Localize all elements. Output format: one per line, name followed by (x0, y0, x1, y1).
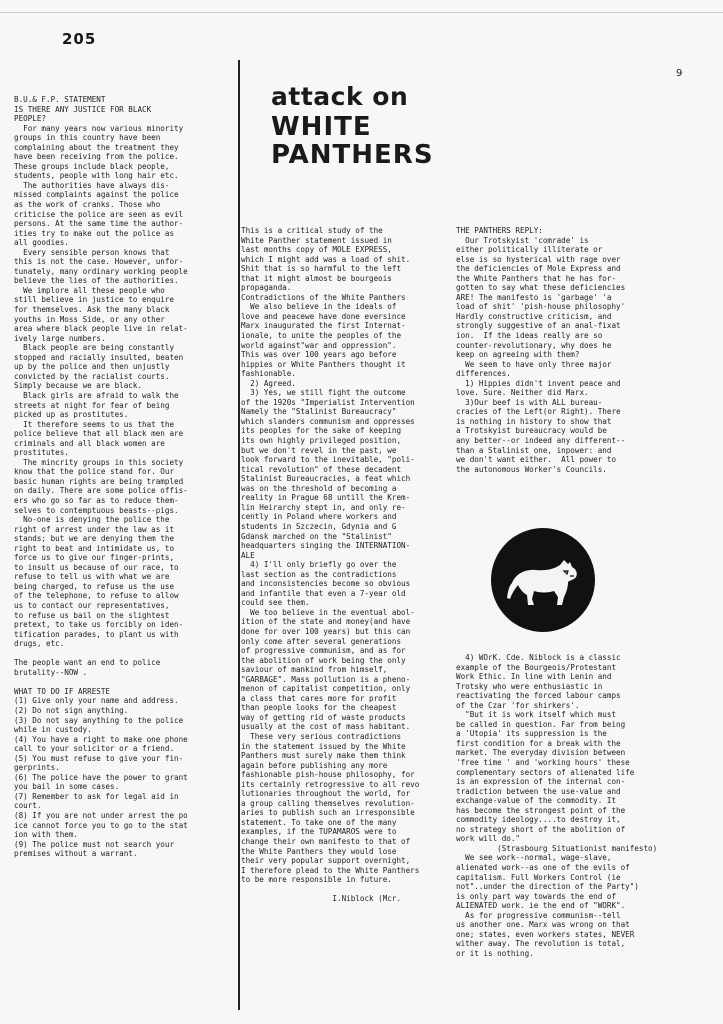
col2-line: the abolition of work being the only (241, 655, 406, 665)
col3b-line: no strategy short of the abolition of (456, 824, 626, 834)
col2-line: students in Szczecin, Gdynia and G (241, 521, 397, 531)
col2-line: and infantile that even a 7-year old (241, 588, 406, 598)
col2-line: done for over 100 years) but this can (241, 626, 411, 636)
col1-line: streets at night for fear of being (14, 400, 170, 410)
col1-line: refuse to tell us with what we are (14, 572, 170, 582)
col1-line: to refuse us bail on the slightest (14, 610, 170, 620)
col1-line: stands; but we are denying them the (14, 534, 175, 544)
page-number-left: 205 (62, 30, 97, 48)
col2-line: was on the threshold of becoming a (241, 483, 397, 493)
col2-line: love and peacewe have done eversince (241, 311, 406, 321)
col2-line: hippies or White Panthers thought it (241, 359, 406, 369)
col2-line: Namely the "Stalinist Bureaucracy" (241, 407, 397, 417)
col3-line: the autonomous Worker's Councils. (456, 464, 607, 474)
col2-line: change their own manifesto to that of (241, 837, 411, 846)
col1-line: police believe that all black men are (14, 429, 184, 439)
col3-line: love. Sure. Neither did Marx. (456, 388, 589, 398)
col1-line: up by the police and then unjustly (14, 362, 170, 372)
col2-line: fashionable. (241, 369, 296, 379)
col2-line: menon of capitalist competition, only (241, 684, 411, 694)
col1-line: It therefore seems to us that the (14, 419, 175, 429)
col2-line: which slanders communism and oppresses (241, 416, 415, 426)
col3b-line: first condition for a break with the (456, 738, 621, 748)
col2-line: but we don't revel in the past, we (241, 445, 397, 455)
col3-line: load of shit' 'pish-house philosophy' (456, 302, 626, 312)
col1-line: all goodies. (14, 238, 69, 248)
col2-line: a class that cares more for profit (241, 693, 397, 703)
col2-line: fashionable pish-house philosophy, for (241, 770, 415, 780)
col1-line: students, people with long hair etc. (14, 171, 179, 181)
col3-line: differences. (456, 369, 511, 379)
col2-line: world against"war and oppression". (241, 340, 397, 350)
col1-line: (6) The police have the power to grant (14, 772, 188, 782)
col1-line (14, 649, 236, 659)
col2-line: the White Panthers they would lose (241, 846, 397, 856)
col1-line: being charged, to refuse us the use (14, 581, 175, 591)
col2-line: 2) Agreed. (241, 378, 296, 388)
col1-line: Every sensible person knows that (14, 247, 170, 257)
col3-line: gotten to say what these deficiencies (456, 283, 626, 293)
col3b-line: work will do." (456, 834, 521, 844)
col2-line: I.Niblock (Mcr. (241, 894, 402, 904)
col2-line: This was over 100 years ago before (241, 350, 397, 360)
col1-line: (5) You must refuse to give your fin- (14, 753, 184, 763)
col1-line: know that the police stand for. Our (14, 467, 175, 477)
headline-panthers: PANTHERS (271, 140, 434, 170)
page-number-right: 9 (676, 68, 683, 79)
col1-line (14, 677, 236, 687)
top-edge-rule (0, 12, 723, 13)
col1-line: youths in Moss Side, or any other (14, 314, 165, 324)
col2-line: lin Heirarchy stept in, and only re- (241, 502, 406, 512)
col2-line: of the 1920s "Imperialist Intervention (241, 397, 415, 407)
col1-line: right of arrest under the law as it (14, 524, 175, 534)
col1-line: pretext, to take us forcibly on iden- (14, 620, 184, 630)
col3-line: the White Panthers that he has for- (456, 273, 617, 283)
col1-line: prostitutes. (14, 448, 69, 458)
col3b-line: Work Ethic. In line with Lenin and (456, 672, 612, 682)
col1-line: gerprints. (14, 763, 60, 773)
col3b-line: capitalism. Full Workers Control (ie (456, 872, 621, 882)
col2-line: examples, if the TUPAMAROS were to (241, 827, 397, 837)
col1-line: (8) If you are not under arrest the po (14, 811, 188, 821)
col3-line: THE PANTHERS REPLY: (456, 226, 543, 235)
col3-line: counter-revolutionary, why does he (456, 340, 612, 350)
panther-emblem-icon (490, 527, 596, 633)
col3b-line: is an expression of the internal con- (456, 777, 626, 787)
col2-line: Contradictions of the White Panthers (241, 292, 406, 302)
col1-line: call to your solicitor or a friend. (14, 744, 175, 754)
column-bufp-statement (14, 95, 236, 859)
col1-line: ion with them. (14, 830, 79, 840)
col3b-line: ALIENATED work. ie the end of "WORK". (456, 901, 626, 911)
col1-line: Black people are being constantly (14, 343, 175, 353)
col3b-line: is only part way towards the end of (456, 891, 617, 901)
col3b-line: a 'Utopia' its suppression is the (456, 729, 607, 739)
col3b-line: "But it is work itself which must (456, 710, 617, 720)
col2-line: Gdansk marched on the "Stalinist" (241, 531, 392, 541)
col3b-line: 4) WOrK. Cde. Niblock is a classic (456, 653, 621, 662)
col3b-line: commodity ideology....to destroy it, (456, 815, 621, 825)
col1-line: PEOPLE? (14, 114, 47, 124)
col3b-line: example of the Bourgeois/Protestant (456, 662, 617, 672)
col1-line: (7) Remember to ask for legal aid in (14, 791, 179, 801)
col3b-line: Trotsky who were enthusiastic in (456, 681, 603, 691)
col1-line: this is not the case. However, unfor- (14, 257, 184, 267)
col1-line: (1) Give only your name and address. (14, 696, 179, 706)
col2-line: to be more responsible in future. (241, 875, 392, 885)
col1-line: us to contact our representatives, (14, 600, 170, 610)
col3-line: cracies of the Left(or Right). There (456, 407, 621, 417)
col3b-line: wither away. The revolution is total, (456, 939, 626, 949)
col2-line: These very serious contradictions (241, 731, 402, 741)
col2-line: last months copy of MOLE EXPRESS, (241, 245, 392, 255)
col2-line: We also believe in the ideals of (241, 302, 397, 312)
col2-line: "GARBAGE". Mass pollution is a pheno- (241, 674, 411, 684)
col1-line: as the work of cranks. Those who (14, 200, 161, 210)
col3-line: 3)Our beef is with ALL bureau- (456, 397, 603, 407)
col2-line (241, 885, 451, 895)
col2-line: I therefore plead to the White Panthers (241, 865, 420, 875)
col3b-line: of the Czar 'for shirkers'. (456, 700, 580, 710)
col1-line: criticise the police are seen as evil (14, 209, 184, 219)
col3b-line: has become the strongest point of the (456, 805, 626, 815)
column-panthers-reply (456, 226, 718, 474)
col3-line: any better--or indeed any different-- (456, 436, 626, 446)
col2-line: usually at the cost of mass habitant. (241, 722, 411, 732)
col3-line: than a Stalinist one, inpower: and (456, 445, 612, 455)
col3-line: the deficiencies of Mole Express and (456, 264, 621, 274)
col2-line: a group calling themselves revolution- (241, 798, 415, 808)
col2-line: saviour of mankind from himself, (241, 665, 388, 675)
col1-line: The mincrity groups in this society (14, 457, 184, 467)
col1-line: believe the lies of the authorities. (14, 276, 179, 286)
col2-line: Marx inaugurated the first Internat- (241, 321, 406, 331)
column-divider-rule (238, 60, 240, 1010)
col1-line: B.U.& F.P. STATEMENT (14, 95, 106, 104)
col3-line: We seem to have only three major (456, 359, 612, 369)
col2-line: than people looks for the cheapest (241, 703, 397, 713)
col2-line: tical revolution" of these decadent (241, 464, 402, 474)
col1-line: have been receiving from the police. (14, 152, 179, 162)
col3-line: Hardly constructive criticism, and (456, 311, 612, 321)
col1-line: complaining about the treatment they (14, 142, 179, 152)
col3-line: strongly suggestive of an anal-fixat (456, 321, 621, 331)
col1-line: persons. At the same time the author- (14, 219, 184, 229)
col2-line: their very popular support overnight, (241, 856, 411, 866)
col3-line: ARE! The manifesto is 'garbage' 'a (456, 292, 612, 302)
col2-line: We too believe in the eventual abol- (241, 607, 415, 617)
col3b-line: 'free time ' and 'working hours' these (456, 758, 630, 768)
headline-white: WHITE (271, 112, 372, 142)
col1-line: Simply because we are black. (14, 381, 143, 391)
col1-line: ice cannot force you to go to the stat (14, 820, 188, 830)
col1-line: court. (14, 801, 42, 811)
col3b-line: exchange-value of the commodity. It (456, 796, 617, 806)
col1-line: picked up as prostitutes. (14, 410, 129, 420)
col3b-line: not"..under the direction of the Party") (456, 882, 639, 892)
col1-line: (4) You have a right to make one phone (14, 734, 188, 744)
col1-line: brutality--NOW . (14, 667, 88, 677)
col1-line: tification parades, to plant us with (14, 629, 179, 639)
col3-line: else is so hysterical with rage over (456, 254, 621, 264)
col1-line: convicted by the racialist courts. (14, 371, 170, 381)
col2-line: statement. To take one of the many (241, 817, 397, 827)
column-work-section (456, 653, 718, 959)
col2-line: could see them. (241, 598, 310, 608)
col2-line: reality in Prague 68 untill the Krem- (241, 493, 411, 503)
col2-line: propaganda. (241, 283, 292, 293)
col1-line: on daily. There are some police offis- (14, 486, 188, 496)
column-critical-study (241, 226, 451, 904)
col3-line: is nothing in history to show that (456, 416, 612, 426)
col2-line: its peoples for the sake of keeping (241, 426, 402, 436)
col1-line: still believe in justice to enquire (14, 295, 175, 305)
col2-line: Stalinist Bureaucracies, a feat which (241, 474, 411, 484)
col2-line: ition of the state and money(and have (241, 617, 411, 627)
col1-line: of the telephone, to refuse to allow (14, 591, 179, 601)
col1-line: stopped and racially insulted, beaten (14, 352, 184, 362)
col3-line: ion. If the ideas really are so (456, 331, 603, 341)
col2-line: This is a critical study of the (241, 226, 383, 235)
col3-line: a Trotskyist bureaucracy would be (456, 426, 607, 436)
col2-line: look forward to the inevitable, "poli- (241, 455, 415, 465)
col3b-line: one; states, even workers states, NEVER (456, 929, 635, 939)
col2-line: White Panther statement issued in (241, 235, 392, 245)
col1-line: to insult us because of our race, to (14, 562, 179, 572)
col2-line: again before publishing any more (241, 760, 388, 770)
col1-line: No-one is denying the police the (14, 515, 170, 525)
col1-line: missed complaints against the police (14, 190, 179, 200)
col1-line: The authorities have always dis- (14, 180, 170, 190)
col2-line: ALE (241, 550, 255, 560)
col1-line: you bail in some cases. (14, 782, 120, 792)
col3-line: either politically illiterate or (456, 245, 603, 255)
col1-line: drugs, etc. (14, 639, 65, 649)
col2-line: which I might add was a load of shit. (241, 254, 411, 264)
col3-line: 1) Hippies didn't invent peace and (456, 378, 621, 388)
col2-line: ionale, to unite the peoples of the (241, 331, 402, 341)
col2-line: lutionaries throughout the world, for (241, 789, 411, 799)
col3b-line: complementary sectors of alienated life (456, 767, 635, 777)
col3b-line: We see work--normal, wage-slave, (456, 853, 612, 863)
col3-line: Our Trotskyist 'comrade' is (456, 235, 589, 245)
col2-line: cently in Poland where workers and (241, 512, 397, 522)
col1-line: premises without a warrant. (14, 849, 138, 859)
col2-line: Shit that is so harmful to the left (241, 264, 402, 274)
col1-line: ers who go so far as to reduce them- (14, 495, 179, 505)
col2-line: and inconsistencies become so obvious (241, 579, 411, 589)
col2-line: Panthers must surely make them think (241, 751, 406, 761)
col1-line: for themselves. Ask the many black (14, 305, 170, 315)
col2-line: 4) I'll only briefly go over the (241, 560, 397, 570)
col3b-line: be called in question. Far from being (456, 719, 626, 729)
col1-line: These groups include black people, (14, 161, 170, 171)
col3b-line: (Strasbourg Situationist manifesto) (456, 843, 658, 853)
col3-line: we don't want either. All power to (456, 455, 617, 465)
col1-line: basic human rights are being trampled (14, 476, 184, 486)
col2-line: in the statement issued by the White (241, 741, 406, 751)
col1-line: Black girls are afraid to walk the (14, 390, 179, 400)
col2-line: that it might almost be bourgeois (241, 273, 392, 283)
col1-line: We implore all these people who (14, 285, 165, 295)
col3b-line: reactivating the forced labour camps (456, 691, 621, 701)
col1-line: WHAT TO DO IF ARRESTE (14, 686, 111, 696)
col2-line: only come after several generations (241, 636, 402, 646)
col2-line: headquarters singing the INTERNATION- (241, 541, 411, 551)
col2-line: last section as the contradictions (241, 569, 397, 579)
col2-line: aries to publish such an irresponsible (241, 808, 415, 818)
col1-line: force us to give our finger-prints, (14, 553, 175, 563)
col2-line: its own highly privileged position, (241, 436, 402, 446)
col1-line: (2) Do not sign anything. (14, 706, 129, 715)
col1-line: while in custody. (14, 725, 92, 735)
col1-line: area where black people live in relat- (14, 324, 188, 334)
col1-line: tunately, many ordinary working people (14, 266, 188, 276)
col2-line: its certainly retrogressive to all revo (241, 779, 420, 789)
col1-line: The people want an end to police (14, 658, 161, 668)
col3b-line: or it is nothing. (456, 948, 534, 958)
col1-line: criminals and all black women are (14, 438, 165, 448)
col2-line: of progressive communism, and as for (241, 646, 406, 656)
col3b-line: us another one. Marx was wrong on that (456, 920, 630, 930)
col1-line: For many years now various minority (14, 123, 184, 133)
col1-line: ively large numbers. (14, 333, 106, 343)
col1-line: IS THERE ANY JUSTICE FOR BLACK (14, 104, 152, 114)
headline-attack-on: attack on (271, 82, 409, 111)
col3b-line: tradiction between the use-value and (456, 786, 621, 796)
col3b-line: As for progressive communism--tell (456, 910, 621, 920)
col3-line: keep on agreeing with them? (456, 350, 580, 360)
col1-line: right to beat and intimidate us, to (14, 543, 175, 553)
col1-line: ities try to make out the police as (14, 228, 175, 238)
col1-line: (9) The police must not search your (14, 839, 175, 849)
col2-line: way of getting rid of waste products (241, 712, 406, 722)
headline-white-panthers (271, 113, 434, 169)
col1-line: (3) Do not say anything to the police (14, 715, 184, 725)
col3b-line: alienated work--as one of the evils of (456, 863, 630, 873)
col1-line: groups in this country have been (14, 133, 161, 143)
col3b-line: market. The everyday division between (456, 748, 626, 758)
col2-line: 3) Yes, we still fight the outcome (241, 388, 406, 398)
col1-line: selves to contemptuous beasts--pigs. (14, 505, 179, 515)
